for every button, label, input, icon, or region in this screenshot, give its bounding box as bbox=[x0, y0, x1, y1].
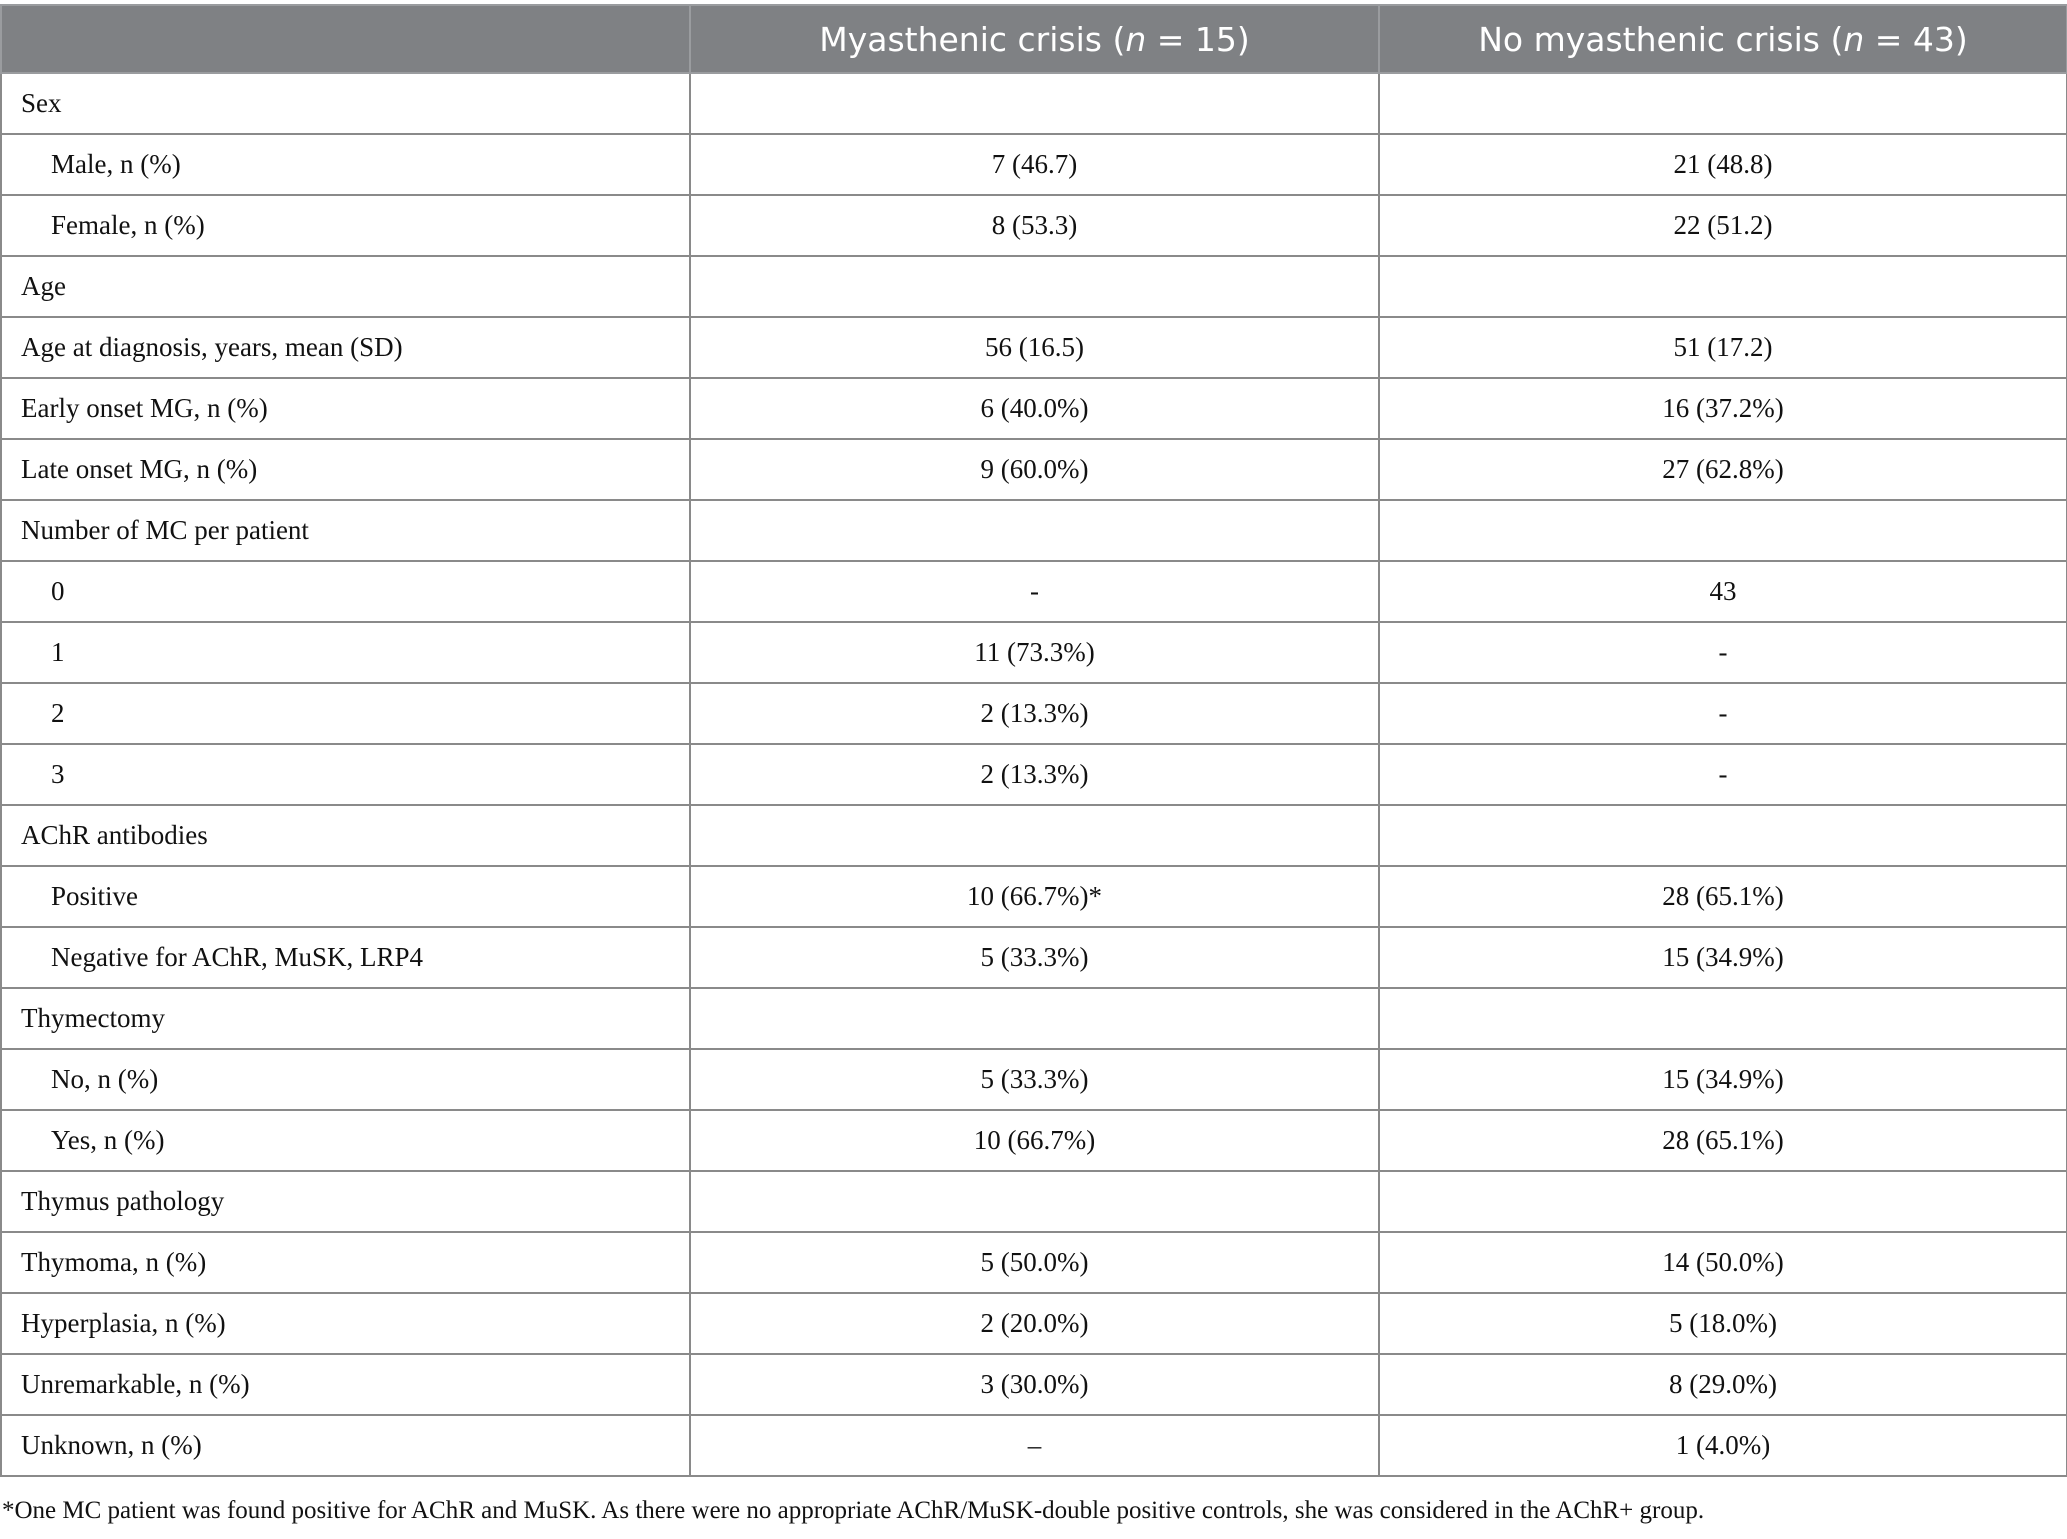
mc-value: 5 (33.3%) bbox=[690, 1049, 1379, 1110]
nomc-value: 28 (65.1%) bbox=[1379, 866, 2067, 927]
nomc-value: 28 (65.1%) bbox=[1379, 1110, 2067, 1171]
row-label: Thymectomy bbox=[1, 988, 690, 1049]
nomc-value: 15 (34.9%) bbox=[1379, 927, 2067, 988]
mc-value: 9 (60.0%) bbox=[690, 439, 1379, 500]
mc-value: – bbox=[690, 1415, 1379, 1476]
mc-value: 56 (16.5) bbox=[690, 317, 1379, 378]
row-label: Yes, n (%) bbox=[1, 1110, 690, 1171]
header-no-myasthenic-crisis bbox=[1379, 5, 2067, 73]
mc-value: 8 (53.3) bbox=[690, 195, 1379, 256]
table-row bbox=[1, 1171, 2067, 1232]
nomc-value: - bbox=[1379, 622, 2067, 683]
row-label: Unremarkable, n (%) bbox=[1, 1354, 690, 1415]
table-row bbox=[1, 988, 2067, 1049]
table-row bbox=[1, 744, 2067, 805]
mc-value: 6 (40.0%) bbox=[690, 378, 1379, 439]
table-row bbox=[1, 1049, 2067, 1110]
row-label: AChR antibodies bbox=[1, 805, 690, 866]
row-label: Unknown, n (%) bbox=[1, 1415, 690, 1476]
mc-value: 2 (13.3%) bbox=[690, 744, 1379, 805]
nomc-value: - bbox=[1379, 683, 2067, 744]
row-label: Late onset MG, n (%) bbox=[1, 439, 690, 500]
row-label: Hyperplasia, n (%) bbox=[1, 1293, 690, 1354]
row-label: 1 bbox=[1, 622, 690, 683]
nomc-value bbox=[1379, 1171, 2067, 1232]
mc-value bbox=[690, 988, 1379, 1049]
row-label: Age at diagnosis, years, mean (SD) bbox=[1, 317, 690, 378]
nomc-value: 5 (18.0%) bbox=[1379, 1293, 2067, 1354]
row-label: Thymoma, n (%) bbox=[1, 1232, 690, 1293]
header-myasthenic-crisis bbox=[690, 5, 1379, 73]
nomc-value: 14 (50.0%) bbox=[1379, 1232, 2067, 1293]
row-label: Female, n (%) bbox=[1, 195, 690, 256]
nomc-value: 16 (37.2%) bbox=[1379, 378, 2067, 439]
table-row bbox=[1, 500, 2067, 561]
row-label: Age bbox=[1, 256, 690, 317]
table-row bbox=[1, 439, 2067, 500]
mc-value: 11 (73.3%) bbox=[690, 622, 1379, 683]
mc-value bbox=[690, 500, 1379, 561]
patient-characteristics-table bbox=[0, 4, 2067, 1477]
table-row bbox=[1, 561, 2067, 622]
table-row bbox=[1, 805, 2067, 866]
table-row bbox=[1, 927, 2067, 988]
mc-value: 7 (46.7) bbox=[690, 134, 1379, 195]
header-mc-n: n bbox=[1125, 19, 1147, 59]
table-row bbox=[1, 1354, 2067, 1415]
mc-value bbox=[690, 73, 1379, 134]
table-row bbox=[1, 1415, 2067, 1476]
table-row bbox=[1, 622, 2067, 683]
nomc-value bbox=[1379, 500, 2067, 561]
nomc-value bbox=[1379, 256, 2067, 317]
table-header-row bbox=[1, 5, 2067, 73]
mc-value: 10 (66.7%) bbox=[690, 1110, 1379, 1171]
table-footnote: *One MC patient was found positive for AChR and MuSK. As there were no appropriate AChR/MuSK-double positive controls, she was considered in the AChR+ group. bbox=[2, 1497, 1705, 1524]
header-mc-prefix: Myasthenic crisis ( bbox=[819, 19, 1126, 59]
row-label: 2 bbox=[1, 683, 690, 744]
table-row bbox=[1, 683, 2067, 744]
row-label: Thymus pathology bbox=[1, 1171, 690, 1232]
nomc-value: 22 (51.2) bbox=[1379, 195, 2067, 256]
nomc-value: 15 (34.9%) bbox=[1379, 1049, 2067, 1110]
row-label: Male, n (%) bbox=[1, 134, 690, 195]
row-label: Early onset MG, n (%) bbox=[1, 378, 690, 439]
nomc-value: - bbox=[1379, 744, 2067, 805]
nomc-value: 43 bbox=[1379, 561, 2067, 622]
row-label: Number of MC per patient bbox=[1, 500, 690, 561]
row-label: Sex bbox=[1, 73, 690, 134]
nomc-value: 51 (17.2) bbox=[1379, 317, 2067, 378]
table-row bbox=[1, 256, 2067, 317]
table-row bbox=[1, 134, 2067, 195]
table-row bbox=[1, 866, 2067, 927]
row-label: Positive bbox=[1, 866, 690, 927]
nomc-value bbox=[1379, 805, 2067, 866]
mc-value bbox=[690, 1171, 1379, 1232]
mc-value: 5 (33.3%) bbox=[690, 927, 1379, 988]
table-container bbox=[0, 4, 2066, 1477]
table-row bbox=[1, 1110, 2067, 1171]
nomc-value bbox=[1379, 988, 2067, 1049]
row-label: Negative for AChR, MuSK, LRP4 bbox=[1, 927, 690, 988]
nomc-value: 1 (4.0%) bbox=[1379, 1415, 2067, 1476]
nomc-value: 27 (62.8%) bbox=[1379, 439, 2067, 500]
header-mc-suffix: = 15) bbox=[1146, 19, 1250, 59]
mc-value bbox=[690, 805, 1379, 866]
table-row bbox=[1, 317, 2067, 378]
nomc-value: 21 (48.8) bbox=[1379, 134, 2067, 195]
nomc-value bbox=[1379, 73, 2067, 134]
mc-value: 10 (66.7%)* bbox=[690, 866, 1379, 927]
row-label: No, n (%) bbox=[1, 1049, 690, 1110]
header-nomc-prefix: No myasthenic crisis ( bbox=[1478, 19, 1844, 59]
table-row bbox=[1, 195, 2067, 256]
row-label: 3 bbox=[1, 744, 690, 805]
table-row bbox=[1, 378, 2067, 439]
mc-value: 2 (20.0%) bbox=[690, 1293, 1379, 1354]
nomc-value: 8 (29.0%) bbox=[1379, 1354, 2067, 1415]
mc-value: - bbox=[690, 561, 1379, 622]
table-row bbox=[1, 73, 2067, 134]
mc-value: 5 (50.0%) bbox=[690, 1232, 1379, 1293]
row-label: 0 bbox=[1, 561, 690, 622]
table-row bbox=[1, 1232, 2067, 1293]
header-nomc-n: n bbox=[1843, 19, 1865, 59]
header-label-column bbox=[1, 5, 690, 73]
mc-value bbox=[690, 256, 1379, 317]
header-nomc-suffix: = 43) bbox=[1864, 19, 1968, 59]
mc-value: 3 (30.0%) bbox=[690, 1354, 1379, 1415]
mc-value: 2 (13.3%) bbox=[690, 683, 1379, 744]
table-row bbox=[1, 1293, 2067, 1354]
